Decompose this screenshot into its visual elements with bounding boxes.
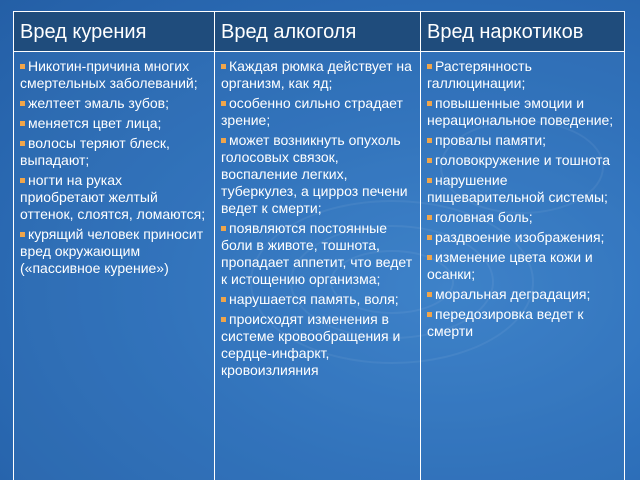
list-item-text: головная боль;	[435, 209, 533, 225]
list-item-text: изменение цвета кожи и осанки;	[427, 249, 593, 282]
square-bullet-icon	[20, 101, 25, 106]
list-item-text: желтеет эмаль зубов;	[28, 95, 169, 111]
square-bullet-icon	[427, 158, 432, 163]
column-header-alcohol: Вред алкоголя	[214, 11, 420, 51]
list-item-text: головокружение и тошнота	[435, 152, 610, 168]
column-header-smoking: Вред курения	[13, 11, 214, 51]
list-item-text: провалы памяти;	[435, 132, 547, 148]
square-bullet-icon	[427, 255, 432, 260]
list-item	[427, 172, 620, 206]
column-body-drugs	[420, 51, 625, 480]
square-bullet-icon	[221, 317, 226, 322]
square-bullet-icon	[427, 292, 432, 297]
list-item	[427, 249, 620, 283]
list-item	[20, 95, 210, 112]
square-bullet-icon	[20, 178, 25, 183]
list-item	[221, 311, 416, 379]
square-bullet-icon	[20, 141, 25, 146]
square-bullet-icon	[221, 226, 226, 231]
square-bullet-icon	[427, 138, 432, 143]
list-item-text: передозировка ведет к смерти	[427, 306, 584, 339]
list-item-text: раздвоение изображения;	[435, 229, 605, 245]
square-bullet-icon	[20, 232, 25, 237]
alcohol-harm-list	[221, 58, 416, 379]
column-body-alcohol	[214, 51, 420, 480]
list-item	[427, 306, 620, 340]
square-bullet-icon	[427, 178, 432, 183]
list-item-text: может возникнуть опухоль голосовых связок, воспаление легких, туберкулез, а цирроз печени ведет к смерти;	[221, 132, 408, 216]
square-bullet-icon	[427, 64, 432, 69]
square-bullet-icon	[221, 297, 226, 302]
square-bullet-icon	[427, 101, 432, 106]
list-item-text: повышенные эмоции и нерациональное поведение;	[427, 95, 614, 128]
list-item-text: курящий человек приносит вред окружающим («пассивное курение»)	[20, 226, 204, 276]
smoking-harm-list	[20, 58, 210, 277]
list-item	[221, 58, 416, 92]
square-bullet-icon	[20, 121, 25, 126]
square-bullet-icon	[221, 64, 226, 69]
list-item-text: меняется цвет лица;	[28, 115, 162, 131]
list-item-text: особенно сильно страдает зрение;	[221, 95, 403, 128]
list-item	[427, 209, 620, 226]
drugs-harm-list	[427, 58, 620, 340]
list-item	[20, 115, 210, 132]
square-bullet-icon	[221, 101, 226, 106]
list-item	[221, 132, 416, 217]
list-item	[221, 95, 416, 129]
list-item	[221, 220, 416, 288]
column-header-drugs: Вред наркотиков	[420, 11, 625, 51]
list-item-text: волосы теряют блеск, выпадают;	[20, 135, 170, 168]
column-body-smoking	[13, 51, 214, 480]
list-item	[427, 58, 620, 92]
square-bullet-icon	[427, 312, 432, 317]
list-item-text: Растерянность галлюцинации;	[427, 58, 532, 91]
square-bullet-icon	[221, 138, 226, 143]
list-item-text: Каждая рюмка действует на организм, как яд;	[221, 58, 412, 91]
list-item	[221, 291, 416, 308]
list-item	[427, 286, 620, 303]
list-item	[20, 135, 210, 169]
list-item-text: происходят изменения в системе кровообращения и сердце-инфаркт, кровоизлияния	[221, 311, 401, 378]
list-item	[20, 58, 210, 92]
list-item-text: нарушение пищеварительной системы;	[427, 172, 608, 205]
comparison-table	[13, 11, 625, 480]
list-item	[427, 95, 620, 129]
list-item-text: ногти на руках приобретают желтый оттенок, слоятся, ломаются;	[20, 172, 206, 222]
list-item-text: моральная деградация;	[435, 286, 591, 302]
list-item-text: нарушается память, воля;	[229, 291, 399, 307]
list-item	[427, 229, 620, 246]
list-item-text: Никотин-причина многих смертельных заболеваний;	[20, 58, 198, 91]
list-item	[427, 152, 620, 169]
square-bullet-icon	[20, 64, 25, 69]
square-bullet-icon	[427, 235, 432, 240]
list-item-text: появляются постоянные боли в животе, тошнота, пропадает аппетит, что ведет к истощению организма;	[221, 220, 413, 287]
list-item	[427, 132, 620, 149]
square-bullet-icon	[427, 215, 432, 220]
list-item	[20, 226, 210, 277]
list-item	[20, 172, 210, 223]
